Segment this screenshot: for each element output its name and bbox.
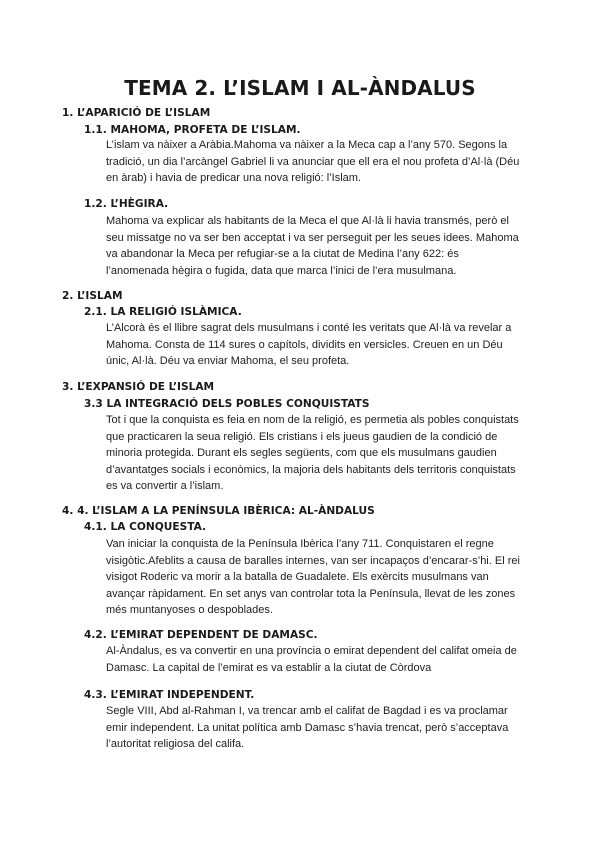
paragraph-line: l’autoritat religiosa del califa. <box>106 738 245 751</box>
paragraph-line: d’avantatges socials i econòmics, la majoria dels habitants dels territoris conquistats <box>106 463 516 476</box>
paragraph-line: Mahoma. Consta de 114 sures o capítols, dividits en versicles. Creuen en un Déu <box>106 338 503 351</box>
paragraph-line: es va convertir a l’islam. <box>106 480 224 493</box>
paragraph-line: Mahoma va explicar als habitants de la Meca el que Al·là li havia transmés, però el <box>106 215 509 227</box>
paragraph-line: en àrab) i havia de predicar una nova religió: l’Islam. <box>106 172 361 185</box>
paragraph-line: Al-Àndalus, es va convertir en una província o emirat dependent del califat omeia de <box>106 645 517 657</box>
paragraph <box>106 412 546 495</box>
paragraph-line: Van iniciar la conquista de la Península Ibèrica l’any 711. Conquistaren el regne <box>106 538 494 550</box>
paragraph-line: L’Alcorà és el llibre sagrat dels musulmans i conté les veritats que Al·là va revelar a <box>106 322 512 334</box>
paragraph <box>106 703 546 753</box>
paragraph-line: Damasc. La capital de l’emirat es va establir a la ciutat de Còrdova <box>106 661 432 674</box>
paragraph <box>106 320 546 370</box>
subsection-heading: 3.3 LA INTEGRACIÓ DELS POBLES CONQUISTATS <box>84 398 370 410</box>
paragraph-line: L’islam va nàixer a Aràbia.Mahoma va nàixer a la Meca cap a l’any 570. Segons la <box>106 139 508 151</box>
paragraph-line: més muntanyoses o despoblades. <box>106 604 273 617</box>
paragraph-line: emir independent. La unitat política amb Damasc s’havia trencat, però s’acceptava <box>106 721 509 734</box>
paragraph <box>106 536 546 619</box>
section-heading: 1. L’APARICIÓ DE L’ISLAM <box>62 107 211 119</box>
paragraph-line: que practicaren la seua religió. Els cristians i els jueus gaudien de la condició de <box>106 430 498 443</box>
paragraph <box>106 137 546 187</box>
paragraph-line: tradició, un dia l’arcàngel Gabriel li va anunciar que ell era el nou profeta d’Al·là (Déu <box>106 155 520 168</box>
section-heading: 4. 4. L’ISLAM A LA PENÍNSULA IBÈRICA: AL-ÀNDALUS <box>62 505 375 517</box>
document-title: TEMA 2. L’ISLAM I AL-ÀNDALUS <box>124 76 476 100</box>
paragraph <box>106 213 546 279</box>
paragraph-line: Segle VIII, Abd al-Rahman I, va trencar amb el califat de Bagdad i es va proclamar <box>106 705 508 717</box>
subsection-heading: 1.1. MAHOMA, PROFETA DE L’ISLAM. <box>84 124 301 136</box>
section-heading: 2. L’ISLAM <box>62 290 123 302</box>
paragraph-line: seu missatge no va ser ben acceptat i va ser perseguit per les seues idees. Mahoma <box>106 231 519 244</box>
section-heading: 3. L’EXPANSIÓ DE L’ISLAM <box>62 381 215 393</box>
subsection-heading: 4.3. L’EMIRAT INDEPENDENT. <box>84 689 255 701</box>
subsection-heading: 4.1. LA CONQUESTA. <box>84 521 207 533</box>
subsection-heading: 2.1. LA RELIGIÓ ISLÀMICA. <box>84 306 242 318</box>
paragraph-line: va abandonar la Meca per refugiar-se a la ciutat de Medina l’any 622: és <box>106 248 459 261</box>
paragraph-line: únic, Al·là. Déu va enviar Mahoma, el seu profeta. <box>106 355 350 368</box>
paragraph <box>106 643 546 676</box>
paragraph-line: l’anomenada hègira o fugida, data que marca l’inici de l’era musulmana. <box>106 264 457 277</box>
paragraph-line: Tot i que la conquista es feia en nom de la religió, es permetia als pobles conquistats <box>106 414 519 426</box>
subsection-heading: 4.2. L’EMIRAT DEPENDENT DE DAMASC. <box>84 629 318 641</box>
paragraph-line: visigot Roderic va morir a la batalla de Guadalete. Els exèrcits musulmans van <box>106 571 489 584</box>
paragraph-line: visigòtic.Afeblits a causa de baralles internes, van ser incapaços d’encarar-s’hi. El rei <box>106 554 520 567</box>
paragraph-line: minoria protegida. Durant els segles següents, com que els musulmans gaudien <box>106 447 497 460</box>
subsection-heading: 1.2. L’HÈGIRA. <box>84 198 169 210</box>
paragraph-line: avançar ràpidament. En set anys van controlar tota la Península, llevat de les zones <box>106 587 516 600</box>
